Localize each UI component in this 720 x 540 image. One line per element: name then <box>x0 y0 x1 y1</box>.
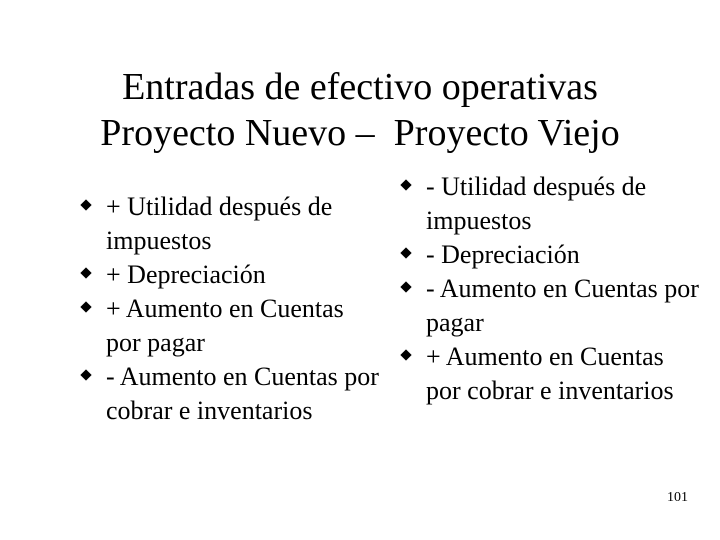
diamond-bullet-icon <box>80 369 91 380</box>
diamond-bullet-icon <box>80 199 91 210</box>
list-item <box>80 258 380 292</box>
right-bullet-list <box>400 170 700 408</box>
diamond-bullet-icon <box>400 179 411 190</box>
list-item-text: + Utilidad después de impuestos <box>106 192 333 255</box>
list-item <box>80 190 380 258</box>
list-item-text: - Utilidad después de impuestos <box>426 172 647 235</box>
diamond-bullet-icon <box>400 247 411 258</box>
list-item <box>400 170 700 238</box>
list-item-text: + Aumento en Cuentas por cobrar e inventarios <box>426 342 674 405</box>
list-item <box>400 238 700 272</box>
title-line-1: Entradas de efectivo operativas <box>122 66 598 108</box>
diamond-bullet-icon <box>80 301 91 312</box>
list-item-text: - Aumento en Cuentas por pagar <box>426 274 699 337</box>
title-line-2: Proyecto Nuevo – Proyecto Viejo <box>100 112 620 154</box>
page-number: 101 <box>667 490 688 505</box>
list-item <box>400 272 700 340</box>
diamond-bullet-icon <box>400 349 411 360</box>
list-item <box>80 360 380 428</box>
list-item-text: + Depreciación <box>106 260 266 289</box>
list-item-text: - Depreciación <box>426 240 580 269</box>
list-item <box>80 292 380 360</box>
diamond-bullet-icon <box>80 267 91 278</box>
left-bullet-list <box>80 190 380 428</box>
list-item-text: - Aumento en Cuentas por cobrar e inventarios <box>106 362 379 425</box>
list-item-text: + Aumento en Cuentas por pagar <box>106 294 344 357</box>
diamond-bullet-icon <box>400 281 411 292</box>
list-item <box>400 340 700 408</box>
slide-title <box>0 64 720 156</box>
